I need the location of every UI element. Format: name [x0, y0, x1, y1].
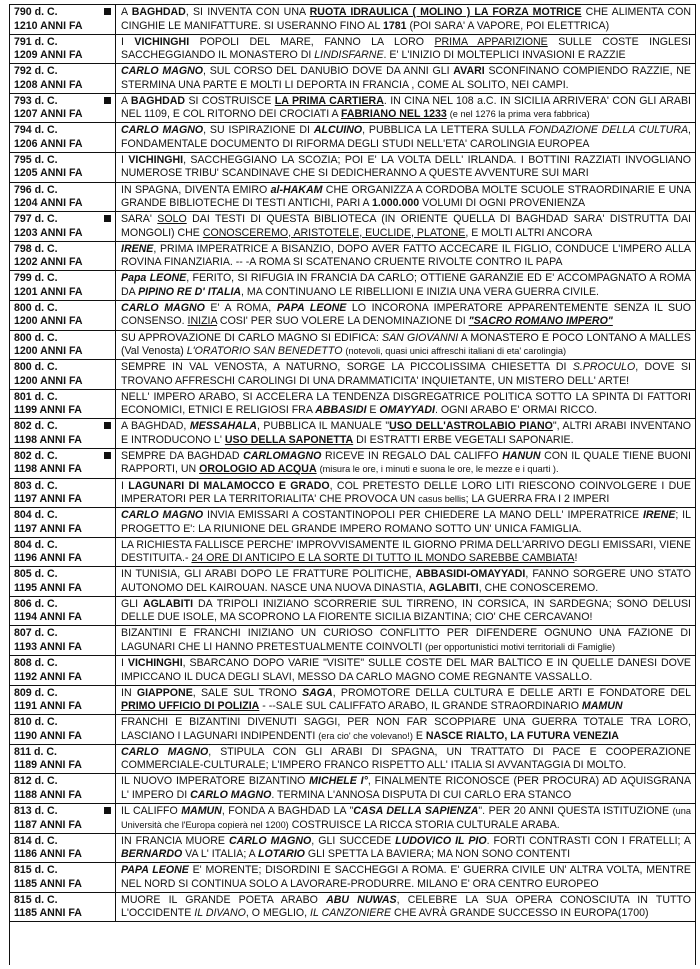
date-cell [10, 479, 116, 508]
chronology-table [9, 4, 696, 965]
years-ago-label: 1200 ANNI FA [14, 345, 83, 358]
years-ago-label: 1197 ANNI FA [14, 493, 82, 505]
years-ago-label: 1201 ANNI FA [14, 285, 83, 298]
year-label: 803 d. C. [14, 479, 58, 492]
years-ago-label: 1196 ANNI FA [14, 552, 82, 565]
event-text: SU APPROVAZIONE DI CARLO MAGNO SI EDIFICA: SAN GIOVANNI A MONASTERO E POCO LONTANO A MALLES (Val Venosta) L'ORATORIO SAN BENEDETTO (notevoli, quasi unici affreschi italiani di eta' carolingia) [121, 331, 691, 358]
event-text: CARLO MAGNO, STIPULA CON GLI ARABI DI SPAGNA, UN TRATTATO DI PACE E COOPERAZIONE COMMERCIALE-CULTURALE; L'IMPERO FRANCO RISPETTO ALL' ITALIA SI AVVANTAGGIA DI MOLTO. [121, 745, 691, 772]
date-cell [10, 123, 116, 152]
years-ago-label: 1185 ANNI FA [14, 877, 82, 890]
date-cell [10, 153, 116, 182]
years-ago-label: 1198 ANNI FA [14, 433, 82, 446]
year-label: 813 d. C. [14, 805, 58, 818]
date-cell [10, 94, 116, 123]
square-marker-icon [104, 215, 111, 222]
event-text: A BAGHDAD, SI INVENTA CON UNA RUOTA IDRAULICA ( MOLINO ) LA FORZA MOTRICE CHE ALIMENTA CON CINGHIE LE MANIFATTURE. SI USERANNO FINO AL 1781 (POI SARA' A VAPORE, POI ELETTRICA) [121, 6, 692, 32]
year-label: 815 d. C. [14, 864, 58, 877]
table-row [10, 893, 695, 923]
table-row [10, 419, 695, 449]
event-text: I VICHINGHI, SBARCANO DOPO VARIE "VISITE" SULLE COSTE DEL MAR BALTICO E IN QUELLE DANESI DOVE IMPICCANO IL DUCA DEGLI SLAVI, MESSO DA CARLO MAGNO COME REGNANTE VASSALLO. [121, 657, 692, 683]
date-cell [10, 538, 116, 567]
event-text: I LAGUNARI DI MALAMOCCO E GRADO, COL PRETESTO DELLE LORO LITI RIESCONO COINVOLGERE I DUE IMPERATORI PER LA TERRITORIALITA' CHE PROVOCA UN casus bellis; LA GUERRA FRA I 2 IMPERI [121, 479, 691, 505]
years-ago-label: 1209 ANNI FA [14, 49, 83, 62]
year-label: 811 d. C. [14, 745, 57, 758]
year-label: 791 d. C. [14, 35, 58, 48]
year-label: 792 d. C. [14, 65, 58, 78]
years-ago-label: 1187 ANNI FA [14, 818, 82, 831]
year-label: 802 d. C. [14, 449, 58, 462]
event-text: IN SPAGNA, DIVENTA EMIRO al-HAKAM CHE ORGANIZZA A CORDOBA MOLTE SCUOLE STRAORDINARIE E UNA GRANDE BIBLIOTECHE DI TESTI ANTICHI, PARI A 1.000.000 VOLUMI DI OGNI PROVENIENZA [121, 183, 691, 210]
years-ago-label: 1202 ANNI FA [14, 256, 83, 269]
years-ago-label: 1195 ANNI FA [14, 581, 82, 594]
years-ago-label: 1192 ANNI FA [14, 670, 82, 683]
event-text: IL CALIFFO MAMUN, FONDA A BAGHDAD LA "CASA DELLA SAPIENZA". PER 20 ANNI QUESTA ISTITUZIONE (una Università che l'Europa copierà nel 1200) COSTRUISCE LA RICCA STORIA CULTURALE ARABA. [121, 805, 691, 831]
square-marker-icon [104, 97, 111, 104]
date-cell [10, 656, 116, 685]
date-cell [10, 597, 116, 626]
year-label: 797 d. C. [14, 213, 58, 226]
year-label: 798 d. C. [14, 242, 58, 255]
event-text: FRANCHI E BIZANTINI DIVENUTI SAGGI, PER NON FAR SCOPPIARE UNA GUERRA TOTALE TRA LORO, LASCIANO I LAGUNARI INDIPENDENTI (era cio' che volevano!) E NASCE RIALTO, LA FUTURA VENEZIA [121, 716, 691, 742]
year-label: 807 d. C. [14, 627, 58, 640]
table-row [10, 479, 695, 509]
date-cell [10, 242, 116, 271]
years-ago-label: 1208 ANNI FA [14, 78, 83, 91]
year-label: 810 d. C. [14, 716, 58, 729]
years-ago-label: 1197 ANNI FA [14, 522, 82, 535]
square-marker-icon [104, 807, 111, 814]
table-row [10, 656, 695, 686]
event-text: SARA' SOLO DAI TESTI DI QUESTA BIBLIOTECA (IN ORIENTE QUELLA DI BAGHDAD SARA' DISTRUTTA DAI MONGOLI) CHE CONOSCEREMO, ARISTOTELE, EUCLIDE, PLATONE, E MOLTI ALTRI ANCORA [121, 213, 691, 239]
event-text: I VICHINGHI, SACCHEGGIANO LA SCOZIA; POI E' LA VOLTA DELL' IRLANDA. I BOTTINI RAZZIATI INVOGLIANO NUMEROSE TRIBU' SCANDINAVE CHE SI DEDICHERANNO A QUESTE AVVENTURE SUI MARI [121, 153, 691, 180]
years-ago-label: 1190 ANNI FA [14, 729, 82, 742]
date-cell [10, 626, 116, 655]
year-label: 795 d. C. [14, 153, 58, 166]
table-row [10, 242, 695, 272]
event-text: NELL' IMPERO ARABO, SI ACCELERA LA TENDENZA DISGREGATRICE POLITICA SOTTO LA SPINTA DI FATTORI ECONOMICI, ETNICI E RELIGIOSI FRA ABBASIDI E OMAYYADI. OGNI ARABO E' ORMAI RICCO. [121, 390, 691, 417]
date-cell [10, 863, 116, 892]
event-text: I VICHINGHI POPOLI DEL MARE, FANNO LA LORO PRIMA APPARIZIONE SULLE COSTE INGLESI SACCHEGGIANDO IL MONASTERO DI LINDISFARNE. E' L'INIZIO DI MOLTEPLICI INVASIONI E RAZZIE [121, 35, 691, 62]
table-row [10, 212, 695, 242]
year-label: 796 d. C. [14, 183, 58, 196]
date-cell [10, 419, 116, 448]
year-label: 790 d. C. [14, 6, 58, 18]
event-text: Papa LEONE, FERITO, SI RIFUGIA IN FRANCIA DA CARLO; OTTIENE GARANZIE ED E' ACCOMPAGNATO A ROMA DA PIPINO RE D' ITALIA, MA CONTINUANO LE RIBELLIONI E INIZIA UNA VERA GUERRA CIVILE. [121, 272, 691, 298]
date-cell [10, 834, 116, 863]
years-ago-label: 1191 ANNI FA [14, 700, 82, 713]
date-cell [10, 301, 116, 330]
year-label: 804 d. C. [14, 538, 58, 551]
years-ago-label: 1185 ANNI FA [14, 907, 82, 920]
table-row [10, 508, 695, 538]
event-text: IN GIAPPONE, SALE SUL TRONO SAGA, PROMOTORE DELLA CULTURA E DELLE ARTI E FONDATORE DEL PRIMO UFFICIO DI POLIZIA - --SALE SUL CALIFFATO ARABO, IL GRANDE STRAORDINARIO MAMUN [121, 686, 691, 713]
table-row [10, 449, 695, 479]
year-label: 814 d. C. [14, 834, 58, 847]
years-ago-label: 1205 ANNI FA [14, 167, 83, 180]
date-cell [10, 212, 116, 241]
table-row [10, 774, 695, 804]
event-text: PAPA LEONE E' MORENTE; DISORDINI E SACCHEGGI A ROMA. E' GUERRA CIVILE UN' ALTRA VOLTA, MENTRE NEL NORD SI CONTINUA SOLO A LAVORARE-PRODURRE. MILANO E' ORA CENTRO EUROPEO [121, 864, 691, 890]
table-row [10, 686, 695, 716]
years-ago-label: 1194 ANNI FA [14, 611, 82, 624]
year-label: 800 d. C. [14, 301, 58, 314]
table-row [10, 597, 695, 627]
year-label: 801 d. C. [14, 390, 58, 403]
years-ago-label: 1188 ANNI FA [14, 788, 82, 801]
square-marker-icon [104, 422, 111, 429]
date-cell [10, 745, 116, 774]
table-row [10, 123, 695, 153]
year-label: 808 d. C. [14, 657, 58, 670]
table-row [10, 834, 695, 864]
table-row [10, 94, 695, 124]
date-cell [10, 893, 116, 922]
table-row [10, 538, 695, 568]
year-label: 804 d. C. [14, 509, 58, 522]
year-label: 800 d. C. [14, 361, 58, 374]
year-label: 802 d. C. [14, 420, 58, 433]
date-cell [10, 271, 116, 300]
event-text: MUORE IL GRANDE POETA ARABO ABU NUWAS, CELEBRE LA SUA OPERA CONOSCIUTA IN TUTTO L'OCCIDENTE IL DIVANO, O MEGLIO, IL CANZONIERE CHE AVRÀ GRANDE SUCCESSO IN EUROPA(1700) [121, 893, 691, 920]
table-row [10, 715, 695, 745]
square-marker-icon [104, 452, 111, 459]
table-row [10, 183, 695, 213]
date-cell [10, 183, 116, 212]
years-ago-label: 1198 ANNI FA [14, 463, 82, 476]
event-text: SEMPRE DA BAGHDAD CARLOMAGNO RICEVE IN REGALO DAL CALIFFO HANUN CON IL QUALE TIENE BUONI RAPPORTI, UN OROLOGIO AD ACQUA (misura le ore, i minuti e suona le ore, le mezze e i quarti ). [121, 449, 692, 476]
event-text: A BAGHDAD SI COSTRUISCE LA PRIMA CARTIERA. IN CINA NEL 108 a.C. IN SICILIA ARRIVERA' CON GLI ARABI NEL 1109, E COL RITORNO DEI CROCIATI A FABRIANO NEL 1233 (e nel 1276 la prima vera fabbrica) [121, 94, 691, 121]
year-label: 815 d. C. [14, 893, 58, 906]
year-label: 799 d. C. [14, 272, 58, 285]
table-row [10, 567, 695, 597]
event-text: IN TUNISIA, GLI ARABI DOPO LE FRATTURE POLITICHE, ABBASIDI-OMAYYADI, FANNO SORGERE UNO STATO AUTONOMO DEL KAIROUAN. NASCE UNA NUOVA DINASTIA, AGLABITI, CHE CONOSCEREMO. [121, 568, 691, 594]
event-text: CARLO MAGNO, SU ISPIRAZIONE DI ALCUINO, PUBBLICA LA LETTERA SULLA FONDAZIONE DELLA CULTURA, FONDAMENTALE DOCUMENTO DI RIFORMA DEGLI STUDI NELL'ETA' CAROLINGIA EUROPEA [121, 124, 691, 150]
date-cell [10, 331, 116, 360]
table-row [10, 745, 695, 775]
event-text: SEMPRE IN VAL VENOSTA, A NATURNO, SORGE LA PICCOLISSIMA CHIESETTA DI S.PROCULO, DOVE SI TROVANO AFFRESCHI CAROLINGI DI UNA DRAMMATICITA' INQUIETANTE, UN MISTERO DELL' ARTE! [121, 361, 691, 387]
event-text: IL NUOVO IMPERATORE BIZANTINO MICHELE I°, FINALMENTE RICONOSCE (PER PROCURA) AD AQUISGRANA L' IMPERO DI CARLO MAGNO. TERMINA L'ANNOSA DISPUTA DI CUI CARLO ERA STANCO [121, 775, 692, 801]
date-cell [10, 567, 116, 596]
table-row [10, 804, 695, 834]
years-ago-label: 1189 ANNI FA [14, 759, 82, 772]
table-row [10, 863, 695, 893]
table-row [10, 331, 695, 361]
years-ago-label: 1200 ANNI FA [14, 315, 83, 328]
date-cell [10, 64, 116, 93]
event-text: BIZANTINI E FRANCHI INIZIANO UN CURIOSO CONFLITTO PER DIFENDERE OGNUNO UNA FAZIONE DI LAGUNARI CHE LI HANNO PRETESTUALMENTE COINVOLTI (per opportunistici motivi territoriali di Famiglie) [121, 627, 691, 653]
years-ago-label: 1200 ANNI FA [14, 374, 83, 387]
date-cell [10, 715, 116, 744]
date-cell [10, 360, 116, 389]
table-row [10, 5, 695, 35]
year-label: 809 d. C. [14, 686, 58, 699]
year-label: 805 d. C. [14, 568, 58, 581]
years-ago-label: 1210 ANNI FA [14, 19, 83, 32]
date-cell [10, 390, 116, 419]
event-text: GLI AGLABITI DA TRIPOLI INIZIANO SCORRERIE SUL TIRRENO, IN CORSICA, IN SARDEGNA; SONO DELUSI DELLE DUE ISOLE, MA SCOPRONO LA FIORENTE SICILIA BIZANTINA; CIO' CHE CERCAVANO! [121, 597, 691, 624]
table-row [10, 390, 695, 420]
event-text: CARLO MAGNO INVIA EMISSARI A COSTANTINOPOLI PER CHIEDERE LA MANO DELL' IMPERATRICE IRENE; IL PROGETTO E': LA RIUNIONE DEL GRANDE IMPERO ROMANO SOTTO UN' UNICA FAMIGLIA. [121, 509, 691, 535]
table-row [10, 626, 695, 656]
table-row [10, 35, 695, 65]
event-text: CARLO MAGNO, SUL CORSO DEL DANUBIO DOVE DA ANNI GLI AVARI SCONFINANO COMPIENDO RAZZIE, NE STERMINA UNA PARTE E MOLTI LI DEPORTA IN FRANCIA , COME AL SOLITO, NEI CAMPI. [121, 65, 692, 91]
event-text: CARLO MAGNO E' A ROMA, PAPA LEONE LO INCORONA IMPERATORE APPARENTEMENTE SENZA IL SUO CONSENSO. INIZIA COSI' PER SUO VOLERE LA DENOMINAZIONE DI "SACRO ROMANO IMPERO" [121, 301, 691, 328]
table-row [10, 64, 695, 94]
date-cell [10, 508, 116, 537]
years-ago-label: 1199 ANNI FA [14, 404, 82, 417]
years-ago-label: 1203 ANNI FA [14, 226, 83, 239]
date-cell [10, 449, 116, 478]
date-cell [10, 686, 116, 715]
year-label: 794 d. C. [14, 124, 58, 137]
event-text: LA RICHIESTA FALLISCE PERCHE' IMPROVVISAMENTE IL GIORNO PRIMA DELL'ARRIVO DEGLI EMISSARI, VIENE DESTITUITA.- 24 ORE DI ANTICIPO E LA SORTE DI TUTTO IL MONDO SAREBBE CAMBIATA! [121, 538, 691, 565]
date-cell [10, 774, 116, 803]
date-cell [10, 5, 116, 34]
years-ago-label: 1206 ANNI FA [14, 137, 83, 150]
years-ago-label: 1204 ANNI FA [14, 197, 83, 210]
table-row [10, 271, 695, 301]
table-row [10, 360, 695, 390]
year-label: 806 d. C. [14, 597, 58, 610]
event-text: IRENE, PRIMA IMPERATRICE A BISANZIO, DOPO AVER FATTO ACCECARE IL FIGLIO, CONDUCE L'IMPERO ALLA ROVINA FINANZIARIA. -- -A ROMA SI SCATENANO CRUENTE RIVOLTE CONTRO IL PAPA [121, 242, 691, 269]
year-label: 812 d. C. [14, 775, 58, 788]
event-text: A BAGHDAD, MESSAHALA, PUBBLICA IL MANUALE "USO DELL'ASTROLABIO PIANO", ALTRI ARABI INVENTANO E INTRODUCONO L' USO DELLA SAPONETTA DI ESTRATTI ERBE VEGETALI SAPONARIE. [121, 420, 692, 446]
table-row [10, 153, 695, 183]
date-cell [10, 804, 116, 833]
table-row [10, 301, 695, 331]
square-marker-icon [104, 8, 111, 15]
event-text: IN FRANCIA MUORE CARLO MAGNO, GLI SUCCEDE LUDOVICO IL PIO. FORTI CONTRASTI CON I FRATELLI; A BERNARDO VA L' ITALIA; A LOTARIO GLI SPETTA LA BAVIERA; MA NON SONO CONTENTI [121, 834, 691, 861]
years-ago-label: 1193 ANNI FA [14, 640, 82, 653]
year-label: 800 d. C. [14, 331, 58, 344]
date-cell [10, 35, 116, 64]
year-label: 793 d. C. [14, 94, 58, 107]
years-ago-label: 1207 ANNI FA [14, 108, 83, 121]
years-ago-label: 1186 ANNI FA [14, 848, 82, 861]
